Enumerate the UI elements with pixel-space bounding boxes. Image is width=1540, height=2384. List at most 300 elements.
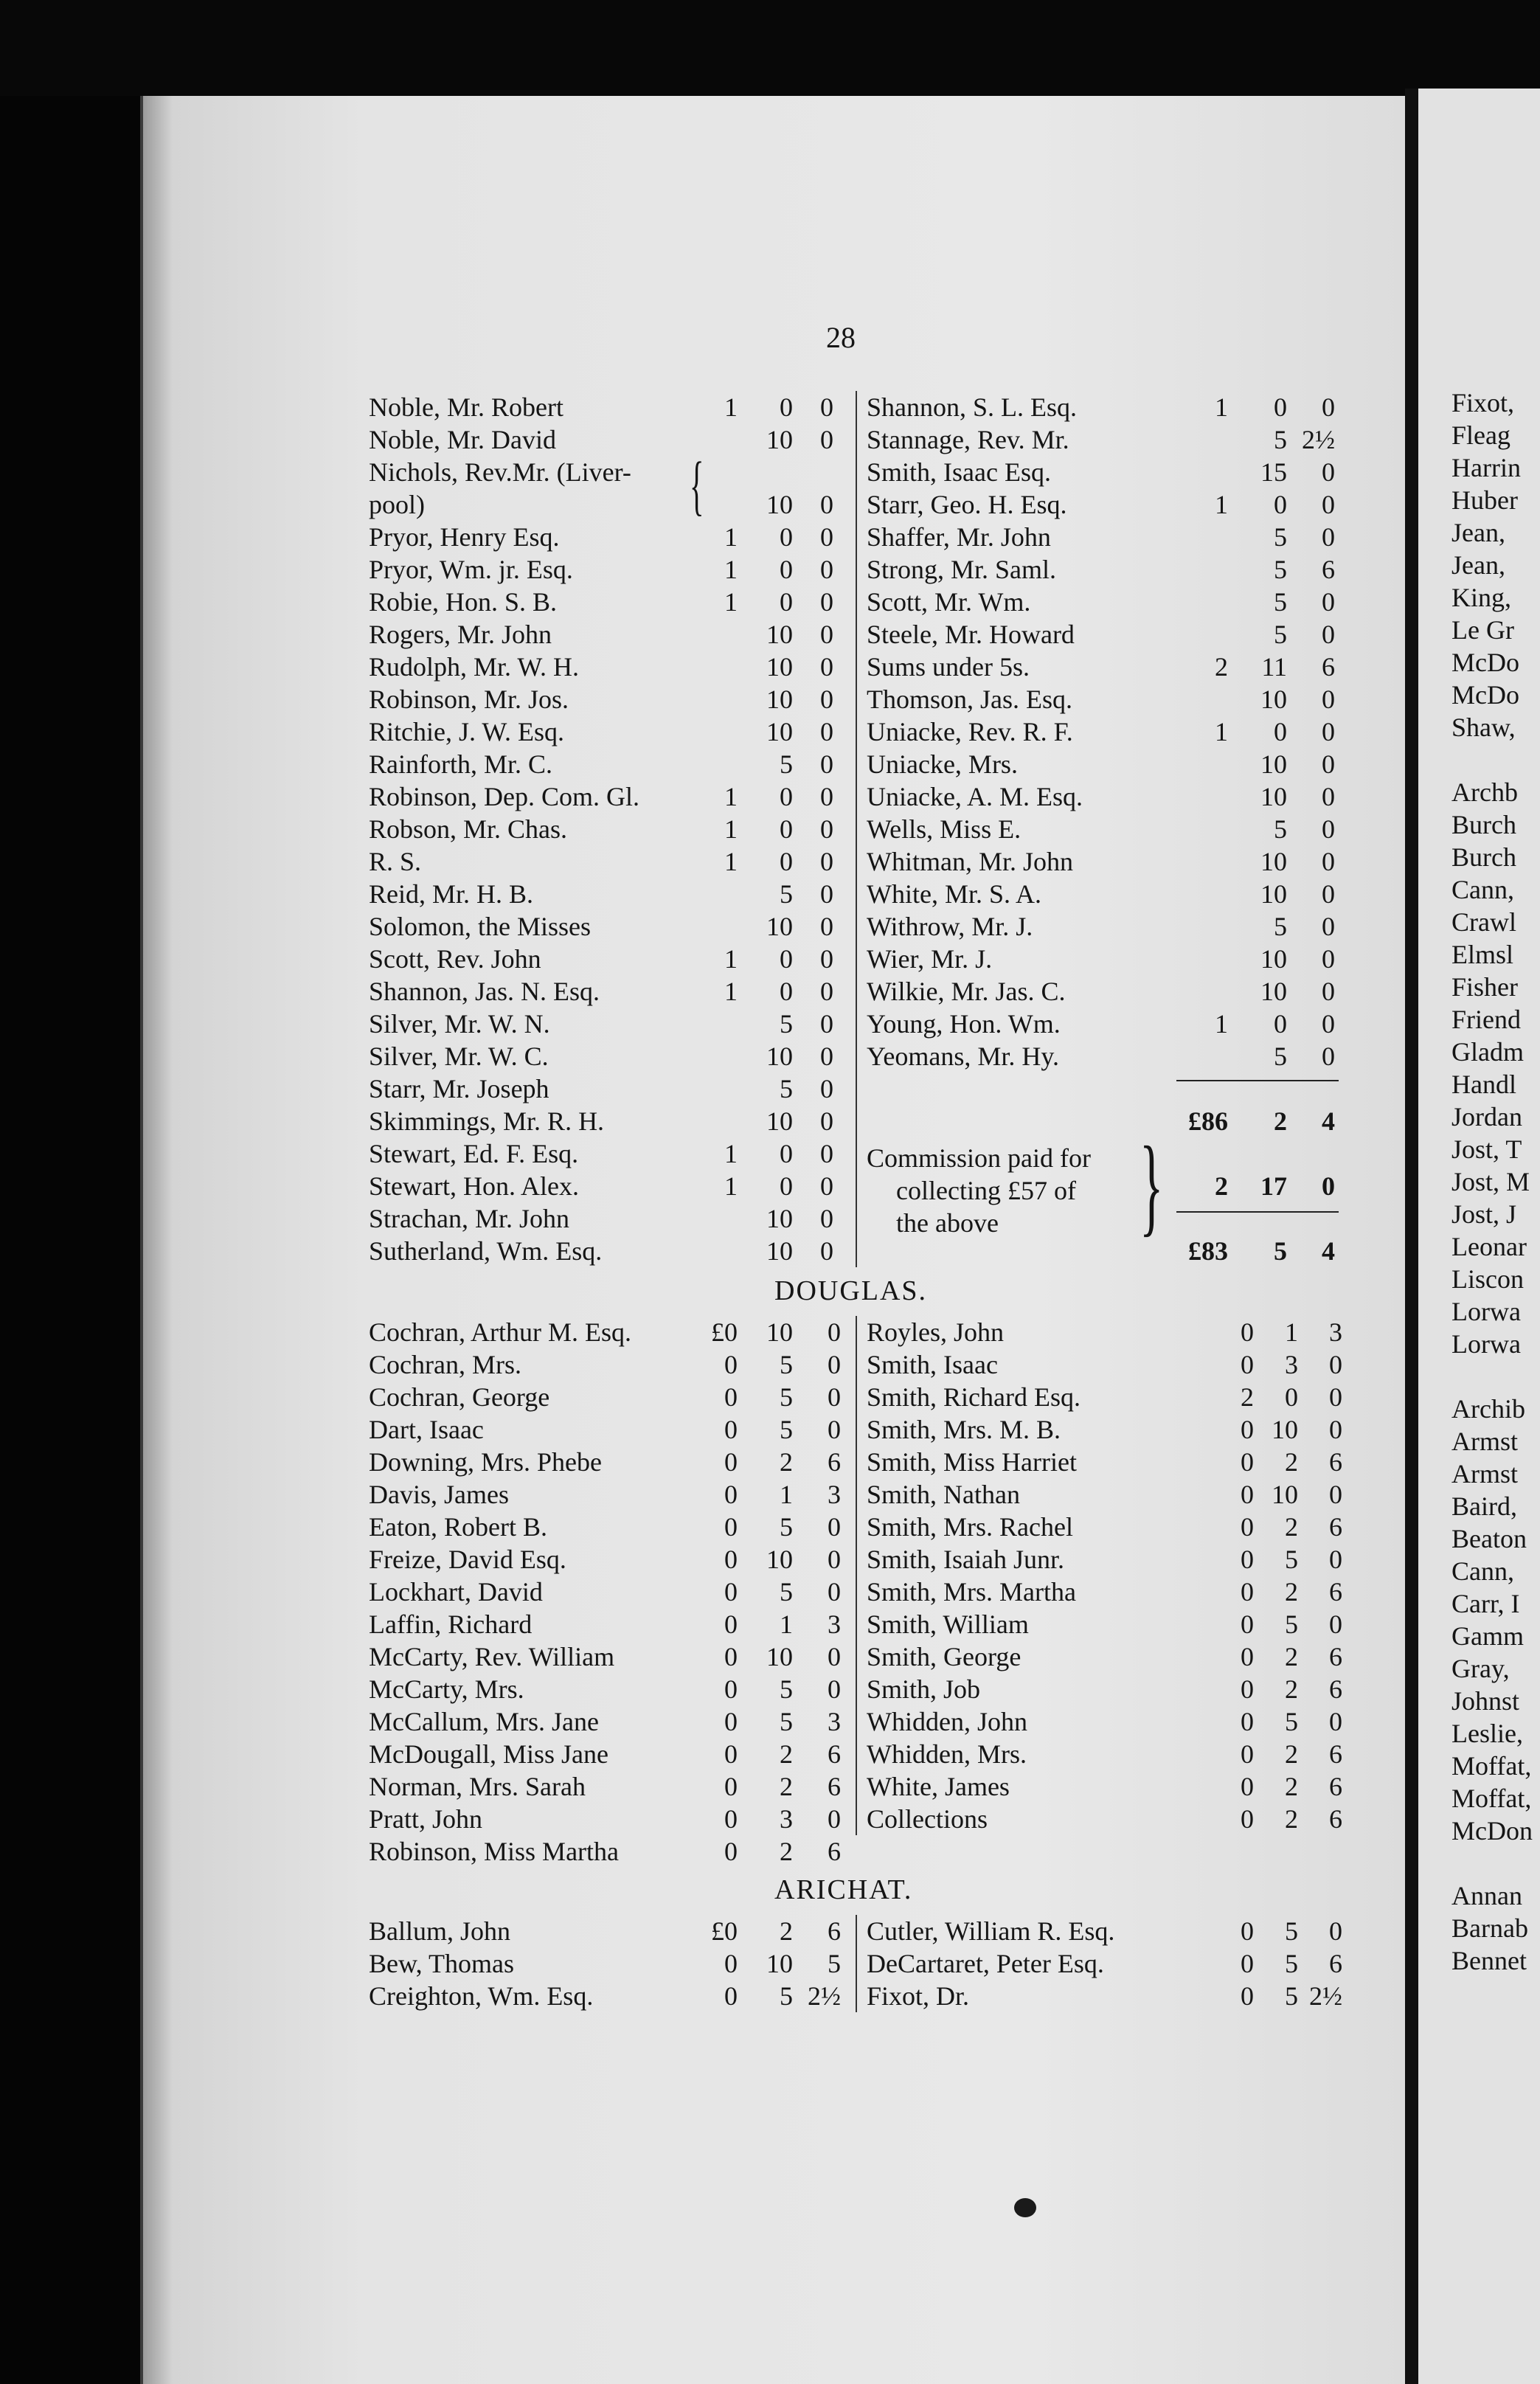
amount-pence: 6 [828, 1739, 841, 1769]
amount-pence: 0 [820, 587, 833, 617]
amount-shillings: 2 [1285, 1739, 1298, 1769]
amount-shillings: 2 [1285, 1674, 1298, 1704]
amount-shillings: 2 [780, 1837, 793, 1866]
amount-pounds: 0 [1241, 1577, 1254, 1607]
amount-pence: 0 [820, 749, 833, 779]
right-column-entry [867, 553, 1342, 586]
adjacent-page-fragment: Harrin [1451, 453, 1521, 482]
amount-shillings: 0 [780, 977, 793, 1006]
subscriber-name: Creighton, Wm. Esq. [369, 1981, 594, 2011]
amount-pence: 0 [820, 1236, 833, 1266]
amount-pounds: 0 [1241, 1317, 1254, 1347]
amount-pence: 0 [1322, 814, 1335, 844]
amount-pence: 0 [1322, 1171, 1335, 1201]
amount-pence: 0 [1322, 847, 1335, 876]
section-heading-douglas: DOUGLAS. [774, 1275, 928, 1306]
adjacent-page-fragment: Johnst [1451, 1686, 1520, 1716]
amount-pence: 2½ [1309, 1981, 1342, 2011]
subscriber-name: Withrow, Mr. J. [867, 912, 1033, 941]
subscriber-name: Smith, Nathan [867, 1480, 1020, 1509]
amount-pence: 6 [1329, 1577, 1342, 1607]
amount-shillings: 5 [1274, 814, 1287, 844]
douglas-left-entry [369, 1511, 848, 1543]
subscriber-name: Downing, Mrs. Phebe [369, 1447, 602, 1477]
amount-shillings: 10 [1260, 749, 1287, 779]
amount-pounds: 0 [1241, 1512, 1254, 1542]
amount-pence: 0 [1322, 457, 1335, 487]
subscriber-name: Strong, Mr. Saml. [867, 555, 1057, 584]
subscriber-name: Young, Hon. Wm. [867, 1009, 1061, 1039]
amount-shillings: 5 [1274, 1042, 1287, 1071]
nichols-brace: { [690, 449, 704, 522]
amount-pence: 0 [1329, 1415, 1342, 1444]
left-column-entry [369, 1073, 841, 1105]
amount-pounds: 0 [724, 1772, 738, 1801]
amount-pence: 0 [820, 1171, 833, 1201]
amount-pounds: 1 [724, 392, 738, 422]
subscriber-name: Starr, Geo. H. Esq. [867, 490, 1067, 519]
right-column-entry [867, 943, 1342, 975]
amount-pence: 3 [1329, 1317, 1342, 1347]
amount-shillings: 10 [1272, 1480, 1298, 1509]
subscriber-name: Dart, Isaac [369, 1415, 484, 1444]
subscriber-name: Stewart, Hon. Alex. [369, 1171, 579, 1201]
amount-pence: 0 [820, 912, 833, 941]
douglas-right-entry [867, 1316, 1350, 1348]
amount-shillings: 10 [1260, 847, 1287, 876]
arichat-left-entry [369, 1947, 848, 1980]
amount-pounds: 1 [724, 1139, 738, 1168]
amount-pounds: £83 [1188, 1236, 1228, 1266]
amount-pence: 0 [1322, 912, 1335, 941]
left-column-entry [369, 715, 841, 748]
amount-pounds: 1 [1215, 490, 1228, 519]
amount-shillings: 10 [766, 685, 793, 714]
amount-shillings: 2 [1274, 1106, 1287, 1136]
adjacent-page-fragment: Moffat, [1451, 1751, 1532, 1781]
amount-pence: 0 [828, 1350, 841, 1379]
ink-blot [1014, 2198, 1036, 2217]
subscriber-name: Silver, Mr. W. C. [369, 1042, 549, 1071]
subscriber-name: Fixot, Dr. [867, 1981, 970, 2011]
amount-shillings: 11 [1261, 652, 1287, 682]
amount-pence: 6 [1329, 1642, 1342, 1671]
amount-shillings: 5 [780, 1074, 793, 1103]
commission-text-line: collecting £57 of [896, 1176, 1076, 1205]
subscriber-name: Shannon, Jas. N. Esq. [369, 977, 600, 1006]
column-separator [856, 391, 857, 1267]
douglas-left-entry [369, 1705, 848, 1738]
amount-shillings: 5 [780, 1350, 793, 1379]
adjacent-page-fragment: Jordan [1451, 1102, 1522, 1132]
subscriber-name: Nichols, Rev.Mr. (Liver- [369, 457, 631, 487]
left-column-entry [369, 1170, 841, 1202]
amount-shillings: 0 [780, 814, 793, 844]
adjacent-page-fragment: Bennet [1451, 1946, 1527, 1975]
amount-pounds: 0 [724, 1545, 738, 1574]
amount-pence: 0 [1329, 1609, 1342, 1639]
subscriber-name: Uniacke, Rev. R. F. [867, 717, 1073, 746]
amount-pounds: 0 [1241, 1480, 1254, 1509]
amount-shillings: 0 [780, 1139, 793, 1168]
subscriber-name: Rogers, Mr. John [369, 620, 552, 649]
subscriber-name: Scott, Rev. John [369, 944, 541, 974]
subscriber-name: Smith, Mrs. M. B. [867, 1415, 1061, 1444]
amount-pounds: 0 [724, 1739, 738, 1769]
amount-pounds: 0 [1241, 1350, 1254, 1379]
adjacent-page-fragment: Jean, [1451, 518, 1505, 547]
subscriber-name: Steele, Mr. Howard [867, 620, 1075, 649]
right-column-entry [867, 780, 1342, 813]
amount-shillings: 10 [766, 1949, 793, 1978]
amount-pounds: £86 [1188, 1106, 1228, 1136]
amount-pence: 0 [828, 1577, 841, 1607]
amount-shillings: 0 [780, 555, 793, 584]
left-column-entry [369, 748, 841, 780]
subscriber-name: Whidden, Mrs. [867, 1739, 1027, 1769]
column-separator [856, 1316, 857, 1835]
subscriber-name: Wells, Miss E. [867, 814, 1022, 844]
adjacent-page-fragment: Gladm [1451, 1037, 1524, 1067]
douglas-right-entry [867, 1705, 1350, 1738]
amount-shillings: 2 [1285, 1804, 1298, 1834]
subscriber-name: Smith, Isaiah Junr. [867, 1545, 1064, 1574]
right-column-entry [867, 586, 1342, 618]
douglas-left-entry [369, 1673, 848, 1705]
douglas-right-entry [867, 1511, 1350, 1543]
adjacent-page-fragment: Shaw, [1451, 713, 1516, 742]
amount-pounds: 0 [1241, 1545, 1254, 1574]
amount-pounds: 0 [1241, 1772, 1254, 1801]
adjacent-page-fragment: Armst [1451, 1427, 1518, 1456]
amount-pounds: 0 [1241, 1642, 1254, 1671]
amount-shillings: 0 [780, 522, 793, 552]
adjacent-page-fragment: McDo [1451, 680, 1519, 710]
amount-pounds: 0 [724, 1837, 738, 1866]
subscriber-name: Royles, John [867, 1317, 1005, 1347]
adjacent-page-fragment: Armst [1451, 1459, 1518, 1489]
douglas-right-entry [867, 1770, 1350, 1803]
left-column-entry [369, 1137, 841, 1170]
amount-pence: 0 [1322, 620, 1335, 649]
amount-pounds: 0 [1241, 1916, 1254, 1946]
amount-shillings: 5 [780, 1382, 793, 1412]
arichat-right-entry [867, 1980, 1350, 2012]
amount-shillings: 5 [780, 1009, 793, 1039]
total-row [867, 1235, 1342, 1267]
subscriber-name: Cutler, William R. Esq. [867, 1916, 1115, 1946]
amount-pounds: 0 [724, 1447, 738, 1477]
adjacent-page-fragment: Huber [1451, 485, 1518, 515]
amount-shillings: 5 [1274, 555, 1287, 584]
amount-shillings: 1 [1285, 1317, 1298, 1347]
amount-shillings: 10 [766, 1545, 793, 1574]
amount-shillings: 10 [1260, 685, 1287, 714]
adjacent-page-fragment: Elmsl [1451, 940, 1514, 969]
amount-pence: 0 [828, 1317, 841, 1347]
subscriber-name: pool) [369, 490, 425, 519]
amount-pounds: 1 [724, 522, 738, 552]
left-column-entry [369, 586, 841, 618]
amount-shillings: 5 [780, 1415, 793, 1444]
subscriber-name: White, James [867, 1772, 1010, 1801]
subscriber-name: Smith, Mrs. Rachel [867, 1512, 1073, 1542]
sum-rule [1176, 1080, 1339, 1081]
amount-shillings: 0 [1274, 717, 1287, 746]
amount-pounds: 1 [1215, 392, 1228, 422]
subscriber-name: Cochran, Arthur M. Esq. [369, 1317, 631, 1347]
amount-pence: 4 [1322, 1236, 1335, 1266]
subscriber-name: Stewart, Ed. F. Esq. [369, 1139, 579, 1168]
subscriber-name: Whidden, John [867, 1707, 1027, 1736]
arichat-left-entry [369, 1915, 848, 1947]
amount-pence: 3 [828, 1609, 841, 1639]
adjacent-page-fragment: Baird, [1451, 1491, 1517, 1521]
adjacent-page-fragment: Crawl [1451, 907, 1516, 937]
amount-shillings: 10 [766, 1204, 793, 1233]
amount-shillings: 0 [1274, 490, 1287, 519]
left-column-entry [369, 618, 841, 651]
adjacent-page-fragment: Fleag [1451, 420, 1510, 450]
subscriber-name: Stannage, Rev. Mr. [867, 425, 1069, 454]
left-column-entry [369, 456, 841, 488]
amount-pence: 0 [820, 1139, 833, 1168]
amount-pence: 6 [1329, 1512, 1342, 1542]
adjacent-page-fragment: Friend [1451, 1005, 1521, 1034]
adjacent-page-fragment: Handl [1451, 1070, 1516, 1099]
amount-pence: 0 [828, 1545, 841, 1574]
amount-pence: 6 [1329, 1772, 1342, 1801]
subscriber-name: Smith, Miss Harriet [867, 1447, 1077, 1477]
amount-shillings: 10 [766, 490, 793, 519]
subscriber-name: Collections [867, 1804, 988, 1834]
subscriber-name: Ritchie, J. W. Esq. [369, 717, 565, 746]
amount-shillings: 0 [780, 1171, 793, 1201]
adjacent-page-fragment: Burch [1451, 842, 1516, 872]
amount-pence: 0 [820, 1074, 833, 1103]
douglas-right-entry [867, 1543, 1350, 1576]
adjacent-page-fragment: Le Gr [1451, 615, 1514, 645]
amount-pence: 2½ [1302, 425, 1335, 454]
amount-shillings: 17 [1260, 1171, 1287, 1201]
amount-shillings: 5 [780, 1707, 793, 1736]
amount-pence: 0 [820, 879, 833, 909]
amount-pounds: 0 [1241, 1447, 1254, 1477]
amount-pounds: 0 [1241, 1707, 1254, 1736]
amount-shillings: 5 [1285, 1707, 1298, 1736]
douglas-right-entry [867, 1738, 1350, 1770]
adjacent-page-fragment: Jost, M [1451, 1167, 1530, 1196]
amount-pence: 0 [1322, 587, 1335, 617]
subscriber-name: Smith, Isaac Esq. [867, 457, 1051, 487]
left-column-entry [369, 488, 841, 521]
left-column-entry [369, 1105, 841, 1137]
amount-shillings: 2 [780, 1447, 793, 1477]
subscriber-name: Sutherland, Wm. Esq. [369, 1236, 603, 1266]
adjacent-page [1418, 89, 1540, 2384]
arichat-right-entry [867, 1947, 1350, 1980]
amount-pence: 0 [1322, 1009, 1335, 1039]
amount-pence: 6 [828, 1916, 841, 1946]
amount-shillings: 5 [780, 1981, 793, 2011]
amount-shillings: 10 [1260, 944, 1287, 974]
douglas-left-entry [369, 1446, 848, 1478]
amount-pence: 6 [1329, 1804, 1342, 1834]
amount-pounds: 0 [1241, 1609, 1254, 1639]
amount-pence: 0 [1329, 1545, 1342, 1574]
subscriber-name: Silver, Mr. W. N. [369, 1009, 550, 1039]
subscriber-name: Smith, William [867, 1609, 1029, 1639]
right-column-entry [867, 521, 1342, 553]
adjacent-page-fragment: Cann, [1451, 1556, 1514, 1586]
subscriber-name: Norman, Mrs. Sarah [369, 1772, 586, 1801]
amount-pence: 3 [828, 1480, 841, 1509]
subscriber-name: Uniacke, A. M. Esq. [867, 782, 1083, 811]
adjacent-page-fragment: Jean, [1451, 550, 1505, 580]
subscriber-name: Yeomans, Mr. Hy. [867, 1042, 1060, 1071]
amount-shillings: 2 [1285, 1512, 1298, 1542]
amount-pence: 0 [820, 620, 833, 649]
amount-pence: 2½ [808, 1981, 841, 2011]
right-column-entry [867, 813, 1342, 845]
amount-pounds: 0 [1241, 1804, 1254, 1834]
amount-pence: 0 [828, 1642, 841, 1671]
amount-pounds: 1 [724, 1171, 738, 1201]
amount-pounds: 0 [1241, 1415, 1254, 1444]
amount-shillings: 10 [766, 425, 793, 454]
amount-shillings: 0 [1285, 1382, 1298, 1412]
adjacent-page-fragment: Archb [1451, 777, 1518, 807]
amount-shillings: 5 [780, 1577, 793, 1607]
amount-shillings: 10 [766, 1042, 793, 1071]
amount-shillings: 5 [1285, 1981, 1298, 2011]
douglas-left-entry [369, 1381, 848, 1413]
amount-pence: 0 [820, 782, 833, 811]
adjacent-page-fragment: Jost, T [1451, 1134, 1522, 1164]
amount-pence: 6 [1322, 652, 1335, 682]
amount-shillings: 10 [766, 1106, 793, 1136]
adjacent-page-fragment: McDon [1451, 1816, 1533, 1846]
amount-pounds: 0 [724, 1609, 738, 1639]
amount-shillings: 2 [780, 1916, 793, 1946]
adjacent-page-fragment: McDo [1451, 648, 1519, 677]
amount-pounds: 0 [1241, 1981, 1254, 2011]
section-heading-arichat: ARICHAT. [774, 1874, 913, 1905]
right-column-entry [867, 748, 1342, 780]
amount-pence: 0 [820, 392, 833, 422]
left-column-entry [369, 553, 841, 586]
douglas-left-entry [369, 1576, 848, 1608]
subscriber-name: Freize, David Esq. [369, 1545, 566, 1574]
subscriber-name: DeCartaret, Peter Esq. [867, 1949, 1104, 1978]
douglas-right-entry [867, 1348, 1350, 1381]
amount-pounds: 0 [1241, 1674, 1254, 1704]
subscriber-name: Rudolph, Mr. W. H. [369, 652, 580, 682]
amount-pence: 0 [820, 717, 833, 746]
amount-pounds: 0 [724, 1577, 738, 1607]
left-column-entry [369, 1008, 841, 1040]
subscriber-name: Cochran, George [369, 1382, 550, 1412]
right-column-entry [867, 845, 1342, 878]
subscriber-name: Scott, Mr. Wm. [867, 587, 1031, 617]
amount-shillings: 5 [1274, 587, 1287, 617]
left-column-entry [369, 943, 841, 975]
amount-shillings: 5 [780, 879, 793, 909]
subscriber-name: Shaffer, Mr. John [867, 522, 1051, 552]
left-column-entry [369, 521, 841, 553]
amount-shillings: 5 [1274, 912, 1287, 941]
subscriber-name: Smith, Mrs. Martha [867, 1577, 1076, 1607]
left-column-entry [369, 910, 841, 943]
adjacent-page-fragment: Gray, [1451, 1654, 1510, 1683]
subscriber-name: R. S. [369, 847, 422, 876]
subscriber-name: Laffin, Richard [369, 1609, 533, 1639]
amount-pounds: 0 [1241, 1739, 1254, 1769]
amount-pence: 6 [1329, 1447, 1342, 1477]
right-column-entry [867, 715, 1342, 748]
amount-shillings: 0 [780, 392, 793, 422]
amount-shillings: 0 [780, 782, 793, 811]
amount-pence: 6 [1329, 1674, 1342, 1704]
amount-pounds: 1 [724, 944, 738, 974]
subscriber-name: Pryor, Wm. jr. Esq. [369, 555, 573, 584]
amount-pence: 6 [1322, 555, 1335, 584]
left-column-entry [369, 878, 841, 910]
amount-shillings: 1 [780, 1480, 793, 1509]
amount-pounds: 0 [724, 1804, 738, 1834]
amount-shillings: 5 [1285, 1916, 1298, 1946]
amount-pence: 0 [1329, 1916, 1342, 1946]
amount-pounds: £0 [711, 1916, 738, 1946]
subscriber-name: Bew, Thomas [369, 1949, 514, 1978]
subscriber-name: McCarty, Mrs. [369, 1674, 524, 1704]
douglas-left-entry [369, 1770, 848, 1803]
adjacent-page-fragment: Leslie, [1451, 1719, 1523, 1748]
left-column-entry [369, 975, 841, 1008]
amount-pence: 0 [820, 1009, 833, 1039]
amount-pence: 0 [1322, 685, 1335, 714]
subscriber-name: Robinson, Dep. Com. Gl. [369, 782, 640, 811]
amount-pounds: 2 [1215, 1171, 1228, 1201]
amount-pounds: 2 [1241, 1382, 1254, 1412]
douglas-right-entry [867, 1608, 1350, 1640]
subscriber-name: McDougall, Miss Jane [369, 1739, 608, 1769]
amount-shillings: 5 [1285, 1609, 1298, 1639]
adjacent-page-fragment: Beaton [1451, 1524, 1527, 1553]
amount-pence: 0 [820, 1204, 833, 1233]
douglas-left-entry [369, 1348, 848, 1381]
amount-shillings: 10 [766, 1317, 793, 1347]
amount-shillings: 5 [1274, 522, 1287, 552]
amount-pence: 0 [1329, 1382, 1342, 1412]
amount-pence: 0 [828, 1674, 841, 1704]
amount-shillings: 15 [1260, 457, 1287, 487]
amount-shillings: 2 [1285, 1577, 1298, 1607]
amount-shillings: 3 [1285, 1350, 1298, 1379]
amount-pence: 6 [828, 1447, 841, 1477]
right-column-entry [867, 456, 1342, 488]
amount-pence: 0 [828, 1512, 841, 1542]
subscriber-name: Shannon, S. L. Esq. [867, 392, 1078, 422]
left-column-entry [369, 813, 841, 845]
amount-pounds: 0 [724, 1674, 738, 1704]
douglas-left-entry [369, 1835, 848, 1868]
amount-pence: 0 [1322, 522, 1335, 552]
douglas-right-entry [867, 1576, 1350, 1608]
left-column-entry [369, 651, 841, 683]
douglas-left-entry [369, 1543, 848, 1576]
amount-shillings: 10 [1272, 1415, 1298, 1444]
